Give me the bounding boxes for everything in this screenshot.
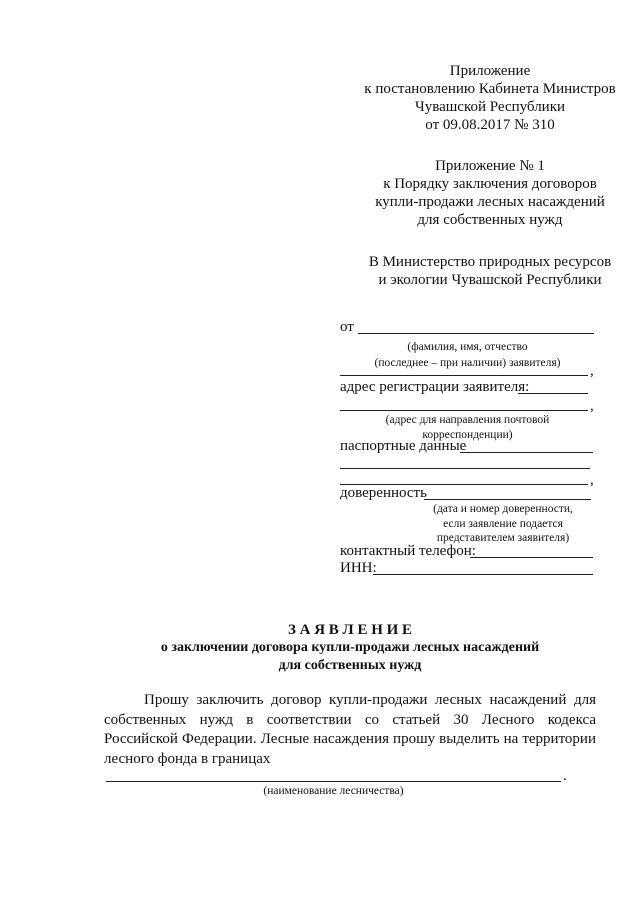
mail-hint-2: корреспонденции) [422, 429, 513, 441]
appendix-contract-line: купли-продажи лесных насаждений [375, 194, 605, 210]
comma: , [590, 398, 594, 414]
comma: , [590, 472, 594, 488]
period: . [563, 768, 567, 784]
applicant-name-field[interactable] [358, 333, 594, 334]
from-label: от [340, 319, 354, 335]
name-hint-2: (последнее – при наличии) заявителя) [374, 357, 561, 369]
addressee-block [340, 253, 640, 289]
forestry-name-field[interactable] [106, 781, 561, 782]
mail-hint-1: (адрес для направления почтовой [385, 414, 550, 426]
forestry-hint: (наименование лесничества) [263, 785, 404, 797]
appendix-decree-line: к постановлению Кабинета Министров [364, 81, 616, 97]
appendix-decree-block [340, 62, 640, 134]
statement-title: З А Я В Л Е Н И Е [287, 622, 413, 638]
appendix-procedure-line: к Порядку заключения договоров [383, 176, 597, 192]
reg-address-field-2[interactable] [340, 410, 588, 411]
statement-heading [0, 621, 640, 675]
proxy-hint-1: (дата и номер доверенности, [433, 503, 573, 515]
appendix-title: Приложение [449, 63, 531, 79]
appendix-procedure-block [340, 157, 640, 229]
proxy-label: доверенность [340, 485, 427, 501]
statement-subtitle-2: для собственных нужд [278, 658, 422, 673]
addressee-ministry: В Министерство природных ресурсов [368, 254, 612, 270]
proxy-field[interactable] [424, 499, 591, 500]
statement-subtitle-1: о заключении договора купли-продажи лесных насаждений [160, 640, 540, 655]
appendix-republic-line: Чувашской Республики [414, 99, 566, 115]
appendix-date-number: от 09.08.2017 № 310 [425, 117, 555, 133]
appendix-purpose-line: для собственных нужд [417, 212, 563, 228]
proxy-hint-2: если заявление подается [443, 518, 563, 530]
inn-field[interactable] [373, 574, 593, 575]
phone-label: контактный телефон: [340, 543, 476, 559]
passport-label: паспортные данные [340, 438, 467, 454]
applicant-name-field-2[interactable] [340, 375, 588, 376]
reg-address-label: адрес регистрации заявителя: [340, 379, 530, 395]
passport-field-2[interactable] [340, 468, 590, 469]
statement-paragraph: Прошу заключить договор купли-продажи лесных насаждений для собственных нужд в соответствии со статьей 30 Лесного кодекса Российской Федерации. Лесные насаждения прошу выделить на территории лесного фонда в границах [104, 692, 596, 767]
inn-label: ИНН: [340, 560, 377, 576]
phone-field[interactable] [470, 557, 593, 558]
proxy-hint-3: представителем заявителя) [436, 532, 570, 544]
passport-field[interactable] [460, 452, 593, 453]
reg-address-field[interactable] [518, 393, 588, 394]
comma: , [590, 363, 594, 379]
appendix-number: Приложение № 1 [435, 158, 545, 174]
addressee-ecology: и экологии Чувашской Республики [378, 272, 602, 288]
name-hint-1: (фамилия, имя, отчество [407, 341, 528, 353]
